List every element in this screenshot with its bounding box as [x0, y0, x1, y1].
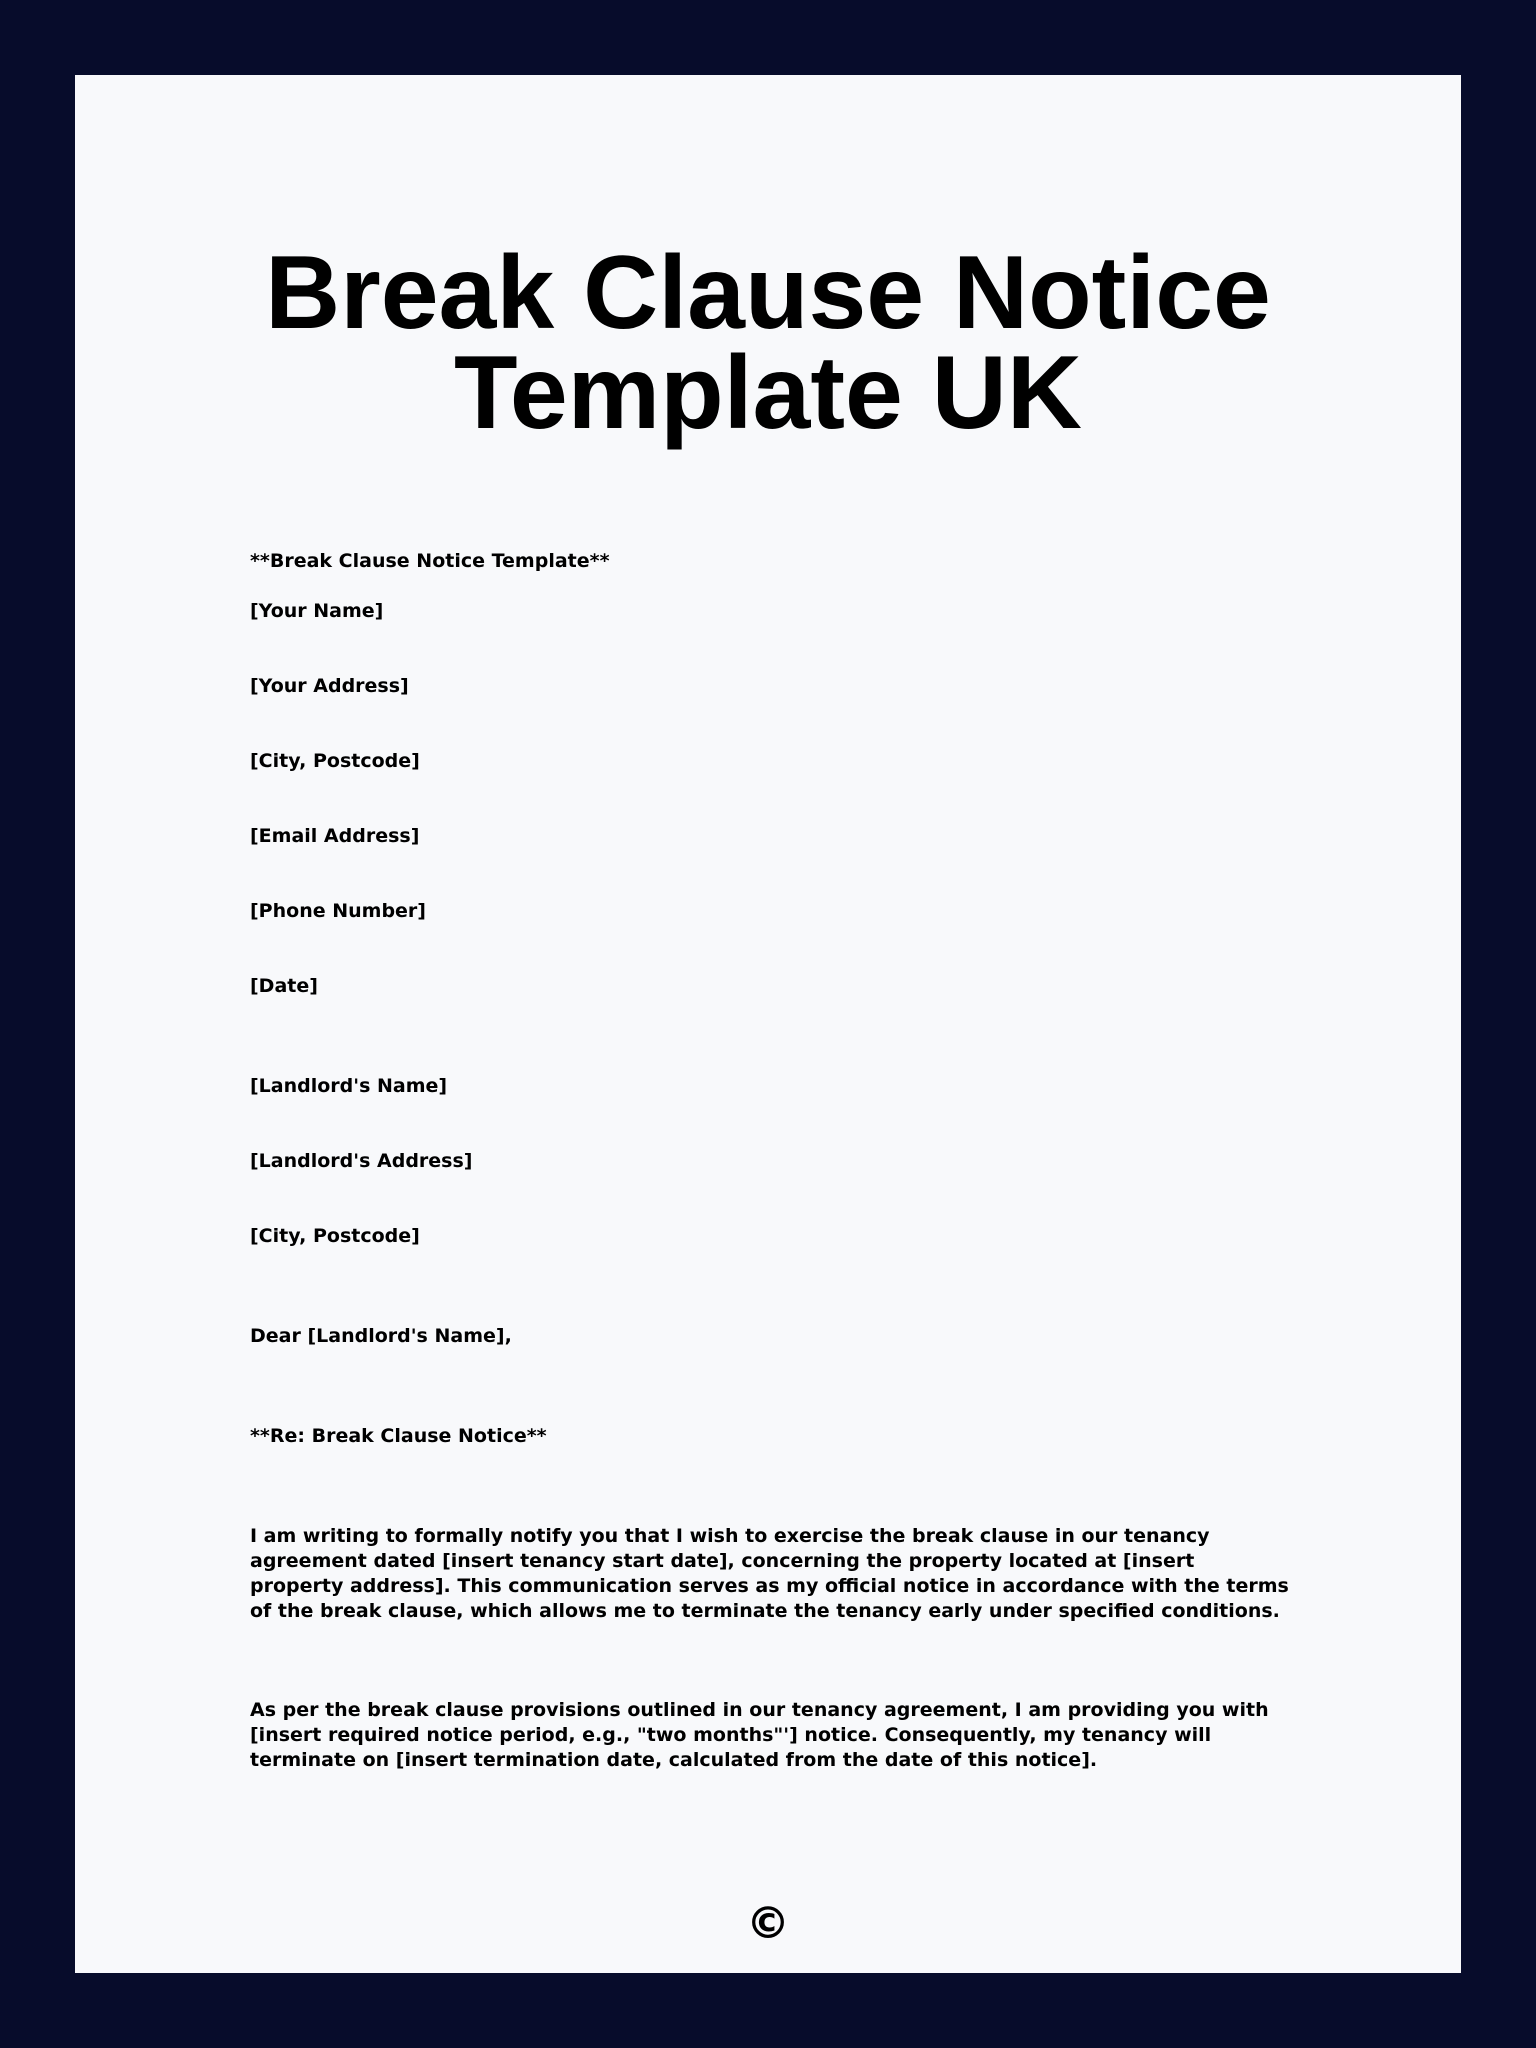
salutation: Dear [Landlord's Name],	[250, 1325, 512, 1347]
landlord-city-postcode: [City, Postcode]	[250, 1225, 420, 1247]
sender-name: [Your Name]	[250, 600, 384, 622]
landlord-address: [Landlord's Address]	[250, 1150, 473, 1172]
template-heading: **Break Clause Notice Template**	[250, 550, 610, 572]
body-paragraph: As per the break clause provisions outlined in our tenancy agreement, I am providing you with [insert required notice period, e.g., "two months"'] notice. Consequently, my tenancy will terminate on [insert termination date, calculated from the date of this notice].	[250, 1699, 1269, 1771]
subject-line: **Re: Break Clause Notice**	[250, 1425, 547, 1447]
sender-city-postcode: [City, Postcode]	[250, 750, 420, 772]
sender-phone: [Phone Number]	[250, 900, 426, 922]
letter-date: [Date]	[250, 975, 318, 997]
document-page	[75, 75, 1461, 1973]
copyright-icon: ©	[746, 1898, 790, 1949]
sender-email: [Email Address]	[250, 825, 420, 847]
body-paragraph: I am writing to formally notify you that I wish to exercise the break clause in our tenancy agreement dated [insert tenancy start date], concerning the property located at [insert property address]. This communication serves as my official notice in accordance with the terms of the break clause, which allows me to terminate the tenancy early under specified conditions.	[250, 1525, 1289, 1622]
landlord-name: [Landlord's Name]	[250, 1075, 448, 1097]
document-title: Break Clause Notice Template UK	[265, 235, 1271, 451]
sender-address: [Your Address]	[250, 675, 409, 697]
